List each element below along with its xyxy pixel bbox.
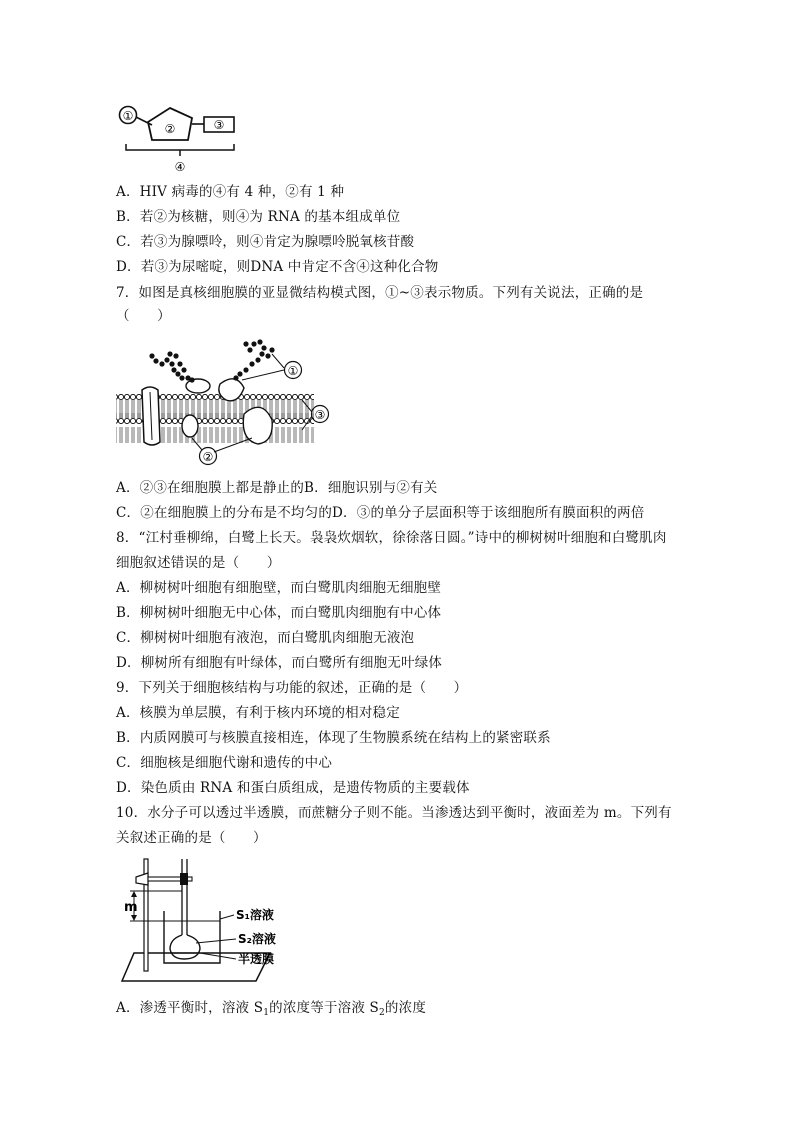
inner-protein-small <box>182 415 198 437</box>
label-semipermeable-membrane: 半透膜 <box>238 952 275 966</box>
inner-protein-large <box>243 407 272 444</box>
glycocalyx-left <box>149 351 194 382</box>
label-3: ③ <box>213 118 225 132</box>
peripheral-protein <box>186 379 210 393</box>
q10-option-a: A．渗透平衡时，溶液 $S_1$的浓度等于溶液 $S_2$的浓度 <box>116 1000 427 1018</box>
q7-stem-line1: 7．如图是真核细胞膜的亚显微结构模式图，①~③表示物质。下列有关说法，正确的是 <box>116 285 644 301</box>
q7-options-line1: A．②③在细胞膜上都是静止的B．细胞识别与②有关 <box>116 480 438 496</box>
osmosis-apparatus-diagram <box>120 855 305 985</box>
q7-options-line2: C．②在细胞膜上的分布是不均匀的D．③的单分子层面积等于该细胞所有膜面积的两倍 <box>116 505 645 521</box>
membrane-label-2: ② <box>202 450 214 464</box>
label-s2-solution: S₂溶液 <box>238 932 276 946</box>
q8-stem-line2: 细胞叙述错误的是（ ） <box>116 555 281 571</box>
stand-clamp <box>136 873 148 885</box>
q10-stem-line1: 10．水分子可以透过半透膜，而蔗糖分子则不能。当渗透达到平衡时，液面差为 m。下列有 <box>116 805 672 821</box>
label-1: ① <box>122 109 134 123</box>
q6-option-b: B．若②为核糖，则④为 RNA 的基本组成单位 <box>116 209 401 225</box>
q10-stem-line2: 关叙述正确的是（ ） <box>116 830 267 846</box>
q8-option-b: B．柳树树叶细胞无中心体，而白鹭肌肉细胞有中心体 <box>116 605 442 621</box>
q8-option-d: D．柳树所有细胞有叶绿体，而白鹭所有细胞无叶绿体 <box>116 655 443 671</box>
glycocalyx-right <box>233 339 274 380</box>
label-2: ② <box>164 122 176 136</box>
label-m: m <box>124 900 138 915</box>
q8-option-c: C．柳树树叶细胞有液泡，而白鹭肌肉细胞无液泡 <box>116 630 415 646</box>
membrane-label-3: ③ <box>314 408 326 422</box>
nucleotide-diagram <box>112 100 247 176</box>
q6-option-a: A．HIV 病毒的④有 4 种，②有 1 种 <box>116 184 345 200</box>
q8-option-a: A．柳树树叶细胞有细胞壁，而白鹭肌肉细胞无细胞壁 <box>116 580 442 596</box>
membrane-label-1: ① <box>287 364 299 378</box>
q9-option-b: B．内质网膜可与核膜直接相连，体现了生物膜系统在结构上的紧密联系 <box>116 730 551 746</box>
q8-stem-line1: 8．“江村垂柳绵，白鹭上长天。袅袅炊烟软，徐徐落日圆。”诗中的柳树树叶细胞和白鹭肌肉 <box>116 530 667 546</box>
q6-option-c: C．若③为腺嘌呤，则④肯定为腺嘌呤脱氧核苷酸 <box>116 234 415 250</box>
thistle-funnel <box>170 935 200 959</box>
cell-membrane-diagram <box>112 334 337 470</box>
q9-option-d: D．染色质由 RNA 和蛋白质组成，是遗传物质的主要载体 <box>116 780 470 796</box>
q7-stem-line2: （ ） <box>116 308 171 324</box>
q9-option-c: C．细胞核是细胞代谢和遗传的中心 <box>116 755 333 771</box>
q9-option-a: A．核膜为单层膜，有利于核内环境的相对稳定 <box>116 705 400 721</box>
label-s1-solution: S₁溶液 <box>236 908 274 922</box>
q6-option-d: D．若③为尿嘧啶，则DNA 中肯定不含④这种化合物 <box>116 259 439 275</box>
q9-stem: 9．下列关于细胞核结构与功能的叙述，正确的是（ ） <box>116 680 468 696</box>
label-4: ④ <box>174 160 186 174</box>
